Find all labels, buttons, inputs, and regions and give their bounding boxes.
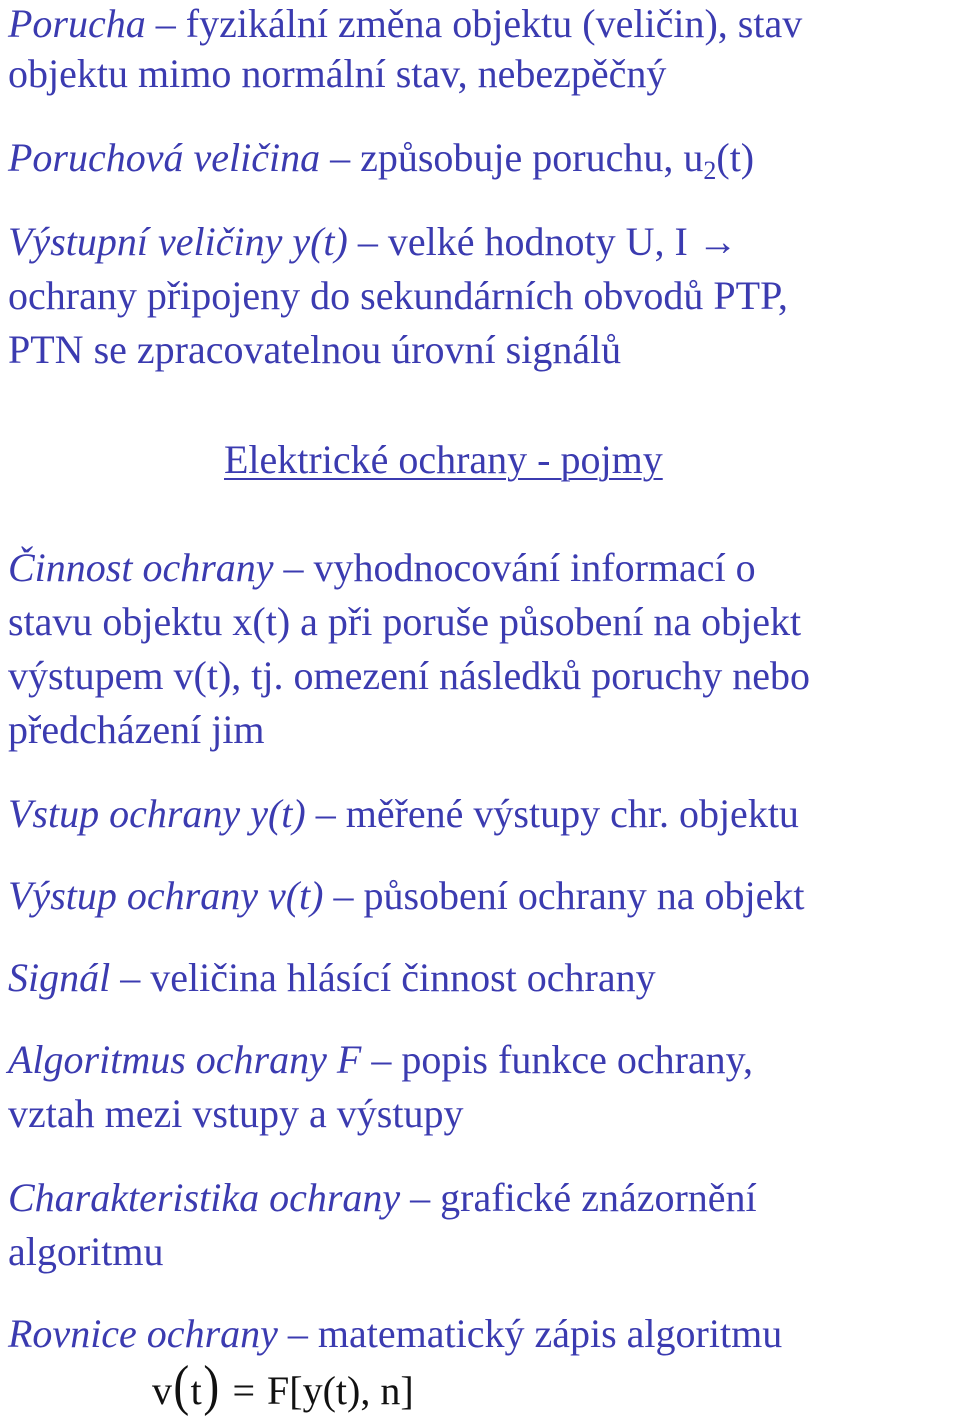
vystupni-line-3: [8, 326, 621, 374]
term-porucha: Porucha: [8, 1, 146, 46]
dash: –: [371, 1037, 392, 1082]
vystupni-line-1: [8, 218, 738, 266]
equation-equals: =: [232, 1368, 255, 1413]
vystupni-definition-3: PTN se zpracovatelnou úrovní signálů: [8, 327, 622, 372]
poruchova-line: [8, 134, 754, 195]
protection-equation: [152, 1355, 414, 1417]
equation-rhs: F[y(t), n]: [267, 1368, 414, 1413]
term-poruchova-velicina: Poruchová veličina: [8, 135, 321, 180]
cinnost-definition-2: stavu objektu x(t) a při poruše působení na objekt: [8, 599, 802, 644]
poruchova-definition: způsobuje poruchu, u: [360, 135, 704, 180]
signal-definition: veličina hlásící činnost ochrany: [150, 955, 656, 1000]
equation-lhs: v: [152, 1368, 172, 1413]
dash: –: [155, 1, 176, 46]
rovnice-line: [8, 1310, 782, 1358]
term-rovnice-ochrany: Rovnice ochrany: [8, 1311, 278, 1356]
dash: –: [410, 1175, 431, 1220]
vstup-definition: měřené výstupy chr. objektu: [345, 791, 799, 836]
porucha-line-2: [8, 50, 666, 98]
dash: –: [357, 219, 378, 264]
term-vstup-ochrany: Vstup ochrany y(t): [8, 791, 306, 836]
dash: –: [333, 873, 354, 918]
term-vystupni-veliciny: Výstupní veličiny y(t): [8, 219, 348, 264]
term-cinnost-ochrany: Činnost ochrany: [8, 545, 274, 590]
dash: –: [287, 1311, 308, 1356]
cinnost-line-4: [8, 706, 265, 754]
charakteristika-definition-1: grafické znázornění: [440, 1175, 757, 1220]
cinnost-line-3: [8, 652, 810, 700]
term-algoritmus-ochrany: Algoritmus ochrany F: [8, 1037, 362, 1082]
algoritmus-line-2: [8, 1090, 463, 1138]
porucha-line-1: [8, 0, 802, 48]
algoritmus-definition-2: vztah mezi vstupy a výstupy: [8, 1091, 464, 1136]
cinnost-definition-3: výstupem v(t), tj. omezení následků poruchy nebo: [8, 653, 811, 698]
term-vystup-ochrany: Výstup ochrany v(t): [8, 873, 324, 918]
vystupni-definition-1: velké hodnoty U, I →: [387, 219, 738, 264]
dash: –: [315, 791, 336, 836]
cinnost-line-1: [8, 544, 756, 592]
page-title: Elektrické ochrany - pojmy: [224, 437, 663, 482]
poruchova-definition-after: (t): [716, 135, 755, 180]
porucha-definition-1: fyzikální změna objektu (veličin), stav: [185, 1, 803, 46]
equation-open-paren: (: [173, 1355, 190, 1417]
cinnost-definition-1: vyhodnocování informací o: [313, 545, 756, 590]
dash: –: [330, 135, 351, 180]
cinnost-definition-4: předcházení jim: [8, 707, 265, 752]
algoritmus-line-1: [8, 1036, 753, 1084]
porucha-definition-2: objektu mimo normální stav, nebezpěčný: [8, 51, 667, 96]
charakteristika-line-2: [8, 1228, 164, 1276]
equation-arg: t: [190, 1368, 202, 1413]
vstup-line: [8, 790, 799, 838]
vystup-line: [8, 872, 804, 920]
vystupni-line-2: [8, 272, 788, 320]
charakteristika-definition-2: algoritmu: [8, 1229, 164, 1274]
rovnice-definition: matematický zápis algoritmu: [317, 1311, 783, 1356]
term-charakteristika-ochrany: Charakteristika ochrany: [8, 1175, 401, 1220]
cinnost-line-2: [8, 598, 801, 646]
poruchova-subscript: 2: [703, 156, 717, 185]
charakteristika-line-1: [8, 1174, 757, 1222]
term-signal: Signál: [8, 955, 111, 1000]
signal-line: [8, 954, 656, 1002]
equation-close-paren: ): [203, 1355, 220, 1417]
vystup-definition: působení ochrany na objekt: [363, 873, 805, 918]
dash: –: [283, 545, 304, 590]
dash: –: [120, 955, 141, 1000]
algoritmus-definition-1: popis funkce ochrany,: [401, 1037, 754, 1082]
vystupni-definition-2: ochrany připojeny do sekundárních obvodů PTP,: [8, 273, 788, 318]
